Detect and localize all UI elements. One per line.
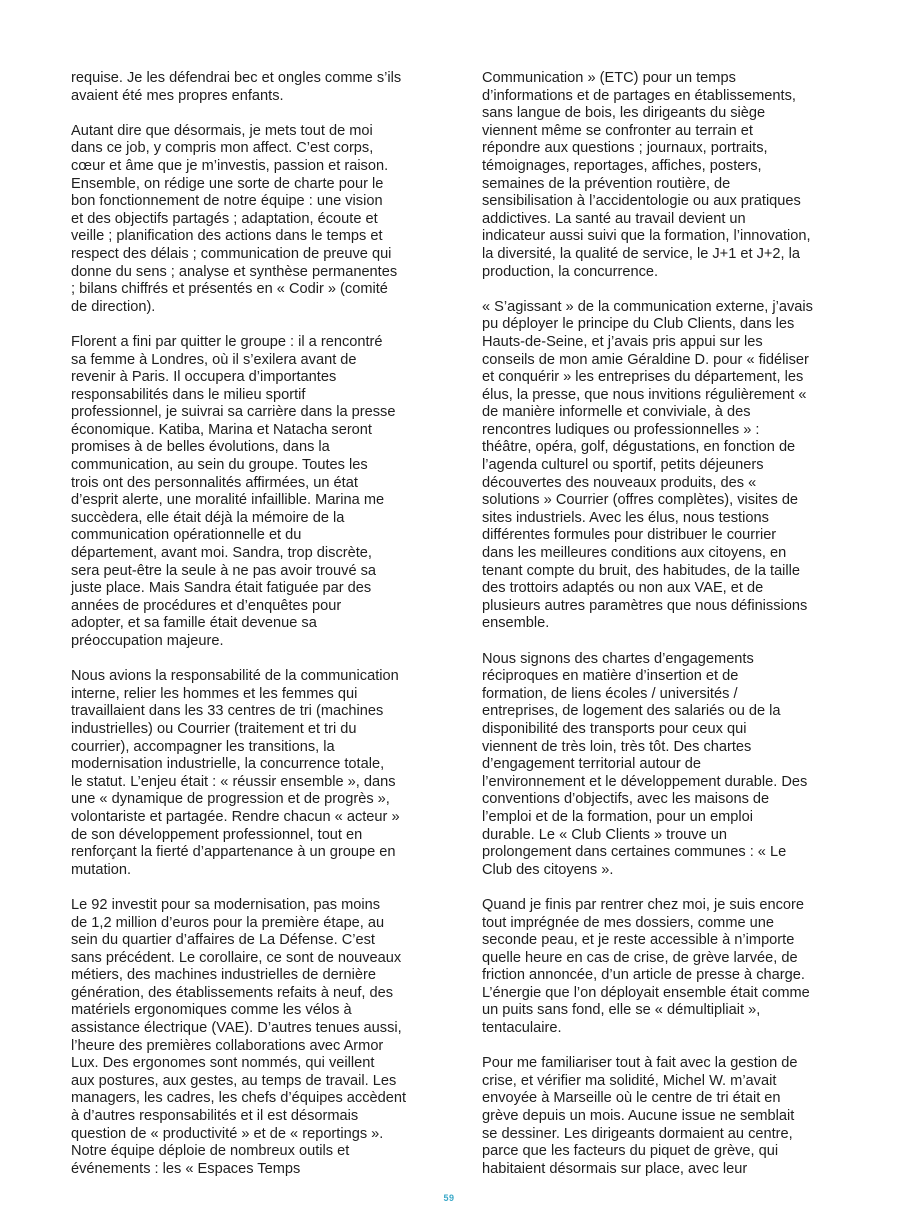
paragraph: Communication » (ETC) pour un temps d’informations et de partages en établissements, sans langue de bois, les dirigeants du siège viennent même se confronter au terrain et répondre aux questions ; journaux, portraits, témoignages, reportages, affiches, posters, semaines de la prévention routière, de sensibilisation à l’accidentologie ou aux pratiques addictives. La santé au travail devient un indicateur aussi suivi que la formation, l’innovation, la diversité, la qualité de service, le J+1 et J+2, la production, la concurrence. [482,70,811,280]
left-text-column [71,70,416,1196]
paragraph: « S’agissant » de la communication externe, j’avais pu déployer le principe du Club Clients, dans les Hauts-de-Seine, et j’avais pris appui sur les conseils de mon amie Géraldine D. pour « fidéliser et conquérir » les entreprises du département, les élus, la presse, que nous invitions régulièrement « de manière informelle et conviviale, à des rencontres ludiques ou professionnelles » : théâtre, opéra, golf, dégustations, en fonction de l’agenda culturel ou sportif, petits déjeuners découvertes des nouveaux produits, des « solutions » Courrier (offres complètes), visites de sites industriels. Avec les élus, nous testions différentes formules pour distribuer le courrier dans les meilleures conditions aux citoyens, en tenant compte du bruit, des habitudes, de la taille des trottoirs adaptés ou non aux VAE, et de plusieurs autres paramètres que nous définissions ensemble. [482,298,813,632]
paragraph: Autant dire que désormais, je mets tout de moi dans ce job, y compris mon affect. C’est corps, cœur et âme que je m’investis, passion et raison. Ensemble, on rédige une sorte de charte pour le bon fonctionnement de notre équipe : une vision et des objectifs partagés ; adaptation, écoute et veille ; planification des actions dans le temps et respect des délais ; communication de preuve qui donne du sens ; analyse et synthèse permanentes ; bilans chiffrés et présentés en « Codir » (comité de direction). [71,122,398,315]
paragraph: requise. Je les défendrai bec et ongles comme s’ils avaient été mes propres enfants. [71,70,402,104]
paragraph: Le 92 investit pour sa modernisation, pas moins de 1,2 million d’euros pour la première étape, au sein du quartier d’affaires de La Défense. C’est sans précédent. Le corollaire, ce sont de nouveaux métiers, des machines industrielles de dernière génération, des établissements refaits à neuf, des matériels ergonomiques comme les vélos à assistance électrique (VAE). D’autres tenues aussi, l’heure des premières collaborations avec Armor Lux. Des ergonomes sont nommés, qui veillent aux postures, aux gestes, au temps de travail. Les managers, les cadres, les chefs d’équipes accèdent à d’autres responsabilités et il est désormais question de « productivité » et de « reportings ». Notre équipe déploie de nombreux outils et événements : les « Espaces Temps [71,896,407,1177]
paragraph: Pour me familiariser tout à fait avec la gestion de crise, et vérifier ma solidité, Michel W. m’avait envoyée à Marseille où le centre de tri était en grève depuis un mois. Aucune issue ne semblait se dessiner. Les dirigeants dormaient au centre, parce que les facteurs du piquet de grève, qui habitaient désormais sur place, avec leur [482,1055,798,1177]
right-text-column [482,70,827,1196]
paragraph: Nous avions la responsabilité de la communication interne, relier les hommes et les femmes qui travaillaient dans les 33 centres de tri (machines industrielles) ou Courrier (traitement et tri du courrier), accompagner les transitions, la modernisation industrielle, la concurrence totale, le statut. L’enjeu était : « réussir ensemble », dans une « dynamique de progression et de progrès », volontariste et partagée. Rendre chacun « acteur » de son développement professionnel, tout en renforçant la fierté d’appartenance à un groupe en mutation. [71,668,400,878]
page-number: 59 [443,1193,455,1203]
paragraph: Nous signons des chartes d’engagements réciproques en matière d’insertion et de formation, de liens écoles / universités / entreprises, de logement des salariés ou de la disponibilité des transports pour ceux qui viennent de très loin, très tôt. Des chartes d’engagement territorial autour de l’environnement et le développement durable. Des conventions d’objectifs, avec les maisons de l’emploi et de la formation, pour un emploi durable. Le « Club Clients » trouve un prolongement dans certaines communes : « Le Club des citoyens ». [482,650,808,878]
paragraph: Quand je finis par rentrer chez moi, je suis encore tout imprégnée de mes dossiers, comme une seconde peau, et je reste accessible à n’importe quelle heure en cas de crise, de grève larvée, de friction annoncée, d’un article de presse à charge. L’énergie que l’on déployait ensemble était comme un puits sans fond, elle se « démultipliait », tentaculaire. [482,896,810,1037]
paragraph: Florent a fini par quitter le groupe : il a rencontré sa femme à Londres, où il s’exilera avant de revenir à Paris. Il occupera d’importantes responsabilités dans le milieu sportif professionnel, je suivrai sa carrière dans la presse économique. Katiba, Marina et Natacha seront promises à de belles évolutions, dans la communication, au sein du groupe. Toutes les trois ont des personnalités affirmées, un état d’esprit alerte, une moralité infaillible. Marina me succèdera, elle était déjà la mémoire de la communication opérationnelle et du département, avant moi. Sandra, trop discrète, sera peut-être la seule à ne pas avoir trouvé sa juste place. Mais Sandra était fatiguée par des années de procédures et d’enquêtes pour adopter, et sa famille était devenue sa préoccupation majeure. [71,333,396,649]
